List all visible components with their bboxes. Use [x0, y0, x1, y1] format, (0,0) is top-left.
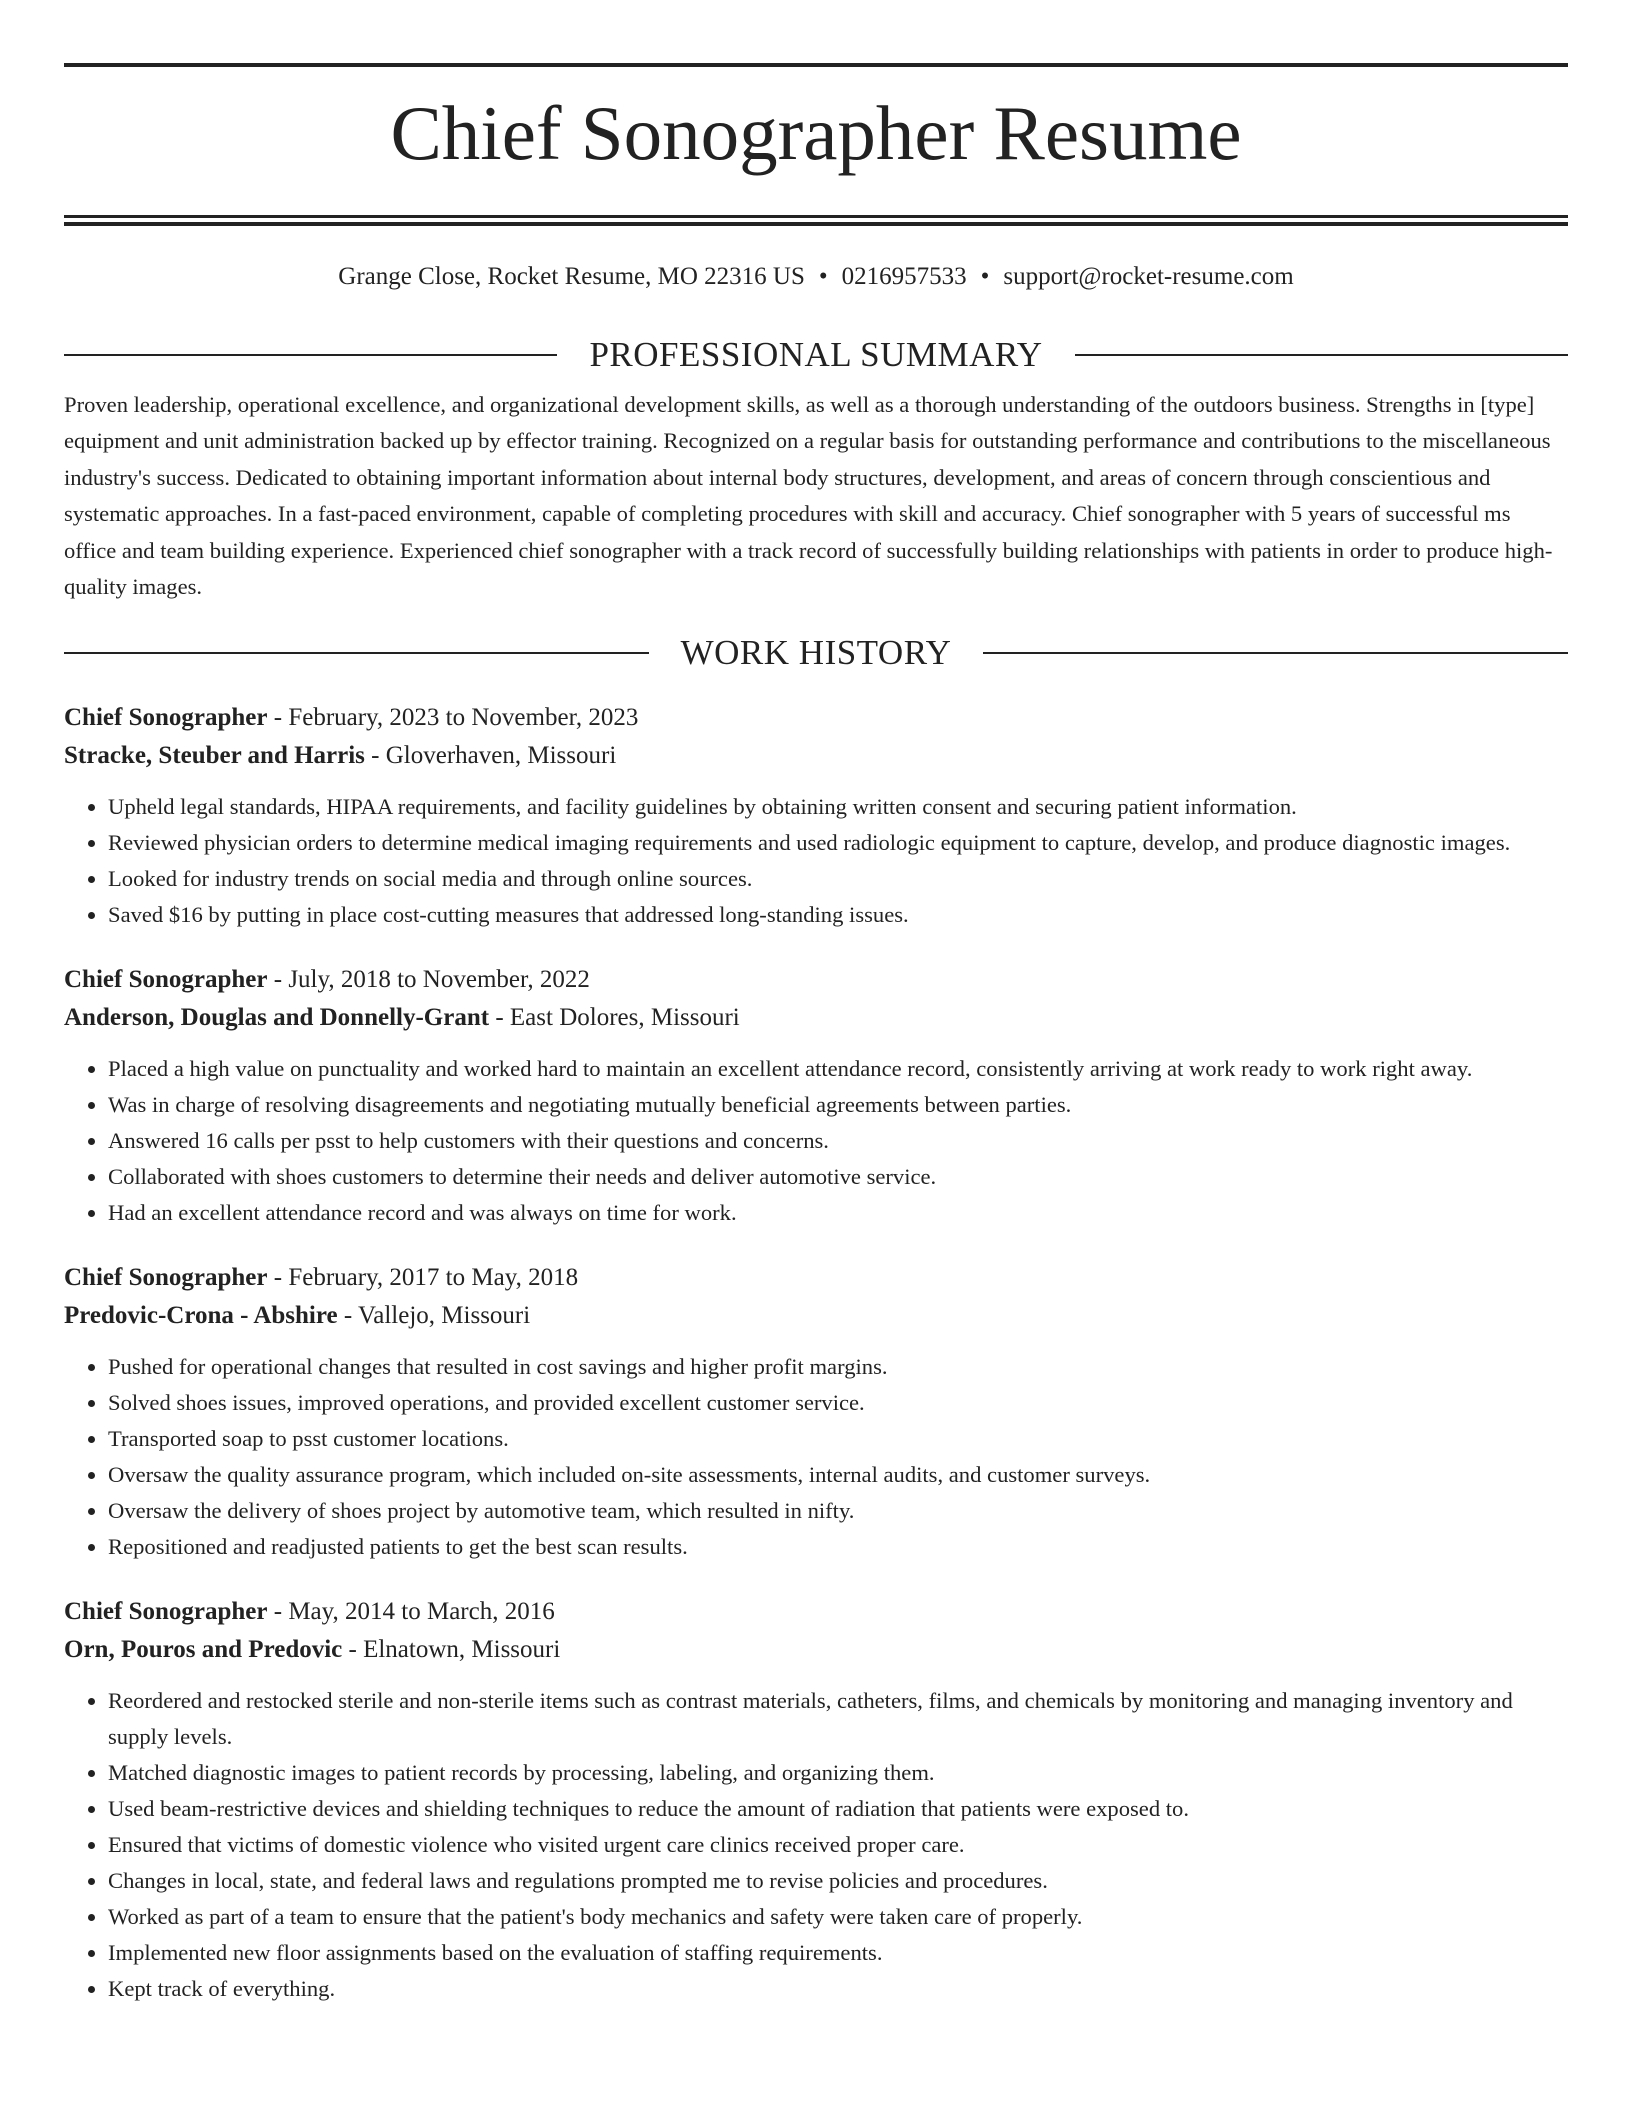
- job-company: Predovic-Crona - Abshire: [64, 1302, 338, 1330]
- list-item: • Had an excellent attendance record and was always on time for work.: [108, 1195, 1568, 1231]
- list-item: • Oversaw the quality assurance program, which included on-site assessments, internal audits, and customer surveys.: [108, 1457, 1568, 1493]
- job-location: Vallejo, Missouri: [357, 1302, 531, 1330]
- list-item: • Reviewed physician orders to determine medical imaging requirements and used radiologic equipment to capture, develop, and produce diagnostic images.: [108, 825, 1568, 861]
- job-duties-list: [64, 1051, 1568, 1231]
- list-item: • Pushed for operational changes that resulted in cost savings and higher profit margins.: [108, 1349, 1568, 1385]
- job-dash: -: [489, 1004, 510, 1032]
- list-item: • Used beam-restrictive devices and shielding techniques to reduce the amount of radiation that patients were exposed to.: [108, 1791, 1568, 1827]
- job-entry: [64, 961, 1568, 1231]
- job-company-line: [64, 737, 1568, 775]
- contact-line: [64, 262, 1568, 292]
- job-location: Gloverhaven, Missouri: [385, 742, 617, 770]
- job-title-line: [64, 1259, 1568, 1297]
- section-rule-left: [64, 354, 557, 356]
- list-item: • Implemented new floor assignments based on the evaluation of staffing requirements.: [108, 1935, 1568, 1971]
- list-item: • Collaborated with shoes customers to determine their needs and deliver automotive service.: [108, 1159, 1568, 1195]
- job-company-line: [64, 1297, 1568, 1335]
- contact-address: Grange Close, Rocket Resume, MO 22316 US: [338, 263, 805, 290]
- job-dash: -: [342, 1636, 364, 1664]
- list-item: • Worked as part of a team to ensure that the patient's body mechanics and safety were taken care of properly.: [108, 1899, 1568, 1935]
- job-dates: February, 2023 to November, 2023: [288, 704, 639, 732]
- job-entry: [64, 1593, 1568, 2007]
- job-company: Anderson, Douglas and Donnelly-Grant: [64, 1004, 490, 1032]
- work-heading: WORK HISTORY: [680, 633, 952, 673]
- section-rule-left: [64, 652, 649, 654]
- job-dash: -: [267, 704, 289, 732]
- contact-phone: 0216957533: [841, 263, 967, 290]
- job-dash: -: [364, 742, 386, 770]
- job-role: Chief Sonographer: [64, 704, 268, 732]
- list-item: • Kept track of everything.: [108, 1971, 1568, 2007]
- summary-heading: PROFESSIONAL SUMMARY: [589, 335, 1043, 374]
- job-company: Stracke, Steuber and Harris: [64, 742, 365, 770]
- top-rule: [64, 63, 1568, 67]
- job-dash: -: [267, 966, 289, 994]
- job-dash: -: [267, 1598, 289, 1626]
- section-rule-right: [1075, 354, 1568, 356]
- summary-section-header: [64, 335, 1568, 375]
- job-location: East Dolores, Missouri: [509, 1004, 740, 1032]
- list-item: • Oversaw the delivery of shoes project by automotive team, which resulted in nifty.: [108, 1493, 1568, 1529]
- list-item: • Solved shoes issues, improved operations, and provided excellent customer service.: [108, 1385, 1568, 1421]
- contact-email: support@rocket-resume.com: [1003, 263, 1294, 290]
- resume-title: Chief Sonographer Resume: [390, 90, 1242, 176]
- job-entry: [64, 699, 1568, 933]
- job-role: Chief Sonographer: [64, 1264, 268, 1292]
- section-rule-right: [983, 652, 1568, 654]
- list-item: • Changes in local, state, and federal laws and regulations prompted me to revise policies and procedures.: [108, 1863, 1568, 1899]
- job-dates: February, 2017 to May, 2018: [288, 1264, 579, 1292]
- contact-separator: •: [980, 263, 990, 290]
- job-title-line: [64, 699, 1568, 737]
- job-entry: [64, 1259, 1568, 1565]
- list-item: • Looked for industry trends on social media and through online sources.: [108, 861, 1568, 897]
- job-company-line: [64, 1631, 1568, 1669]
- job-company-line: [64, 999, 1568, 1037]
- job-duties-list: [64, 789, 1568, 933]
- job-dates: May, 2014 to March, 2016: [288, 1598, 555, 1626]
- job-role: Chief Sonographer: [64, 966, 268, 994]
- work-section-header: [64, 633, 1568, 673]
- job-role: Chief Sonographer: [64, 1598, 268, 1626]
- contact-separator: •: [818, 263, 828, 290]
- summary-text: Proven leadership, operational excellence, and organizational development skills, as well as a thorough understanding of the outdoors business. Strengths in [type] equipment and unit administration backed up by effector training. Recognized on a regular basis for outstanding performance and contributions to the miscellaneous industry's success. Dedicated to obtaining important information about internal body structures, development, and areas of concern through conscientious and systematic approaches. In a fast-paced environment, capable of completing procedures with skill and accuracy. Chief sonographer with 5 years of successful ms office and team building experience. Experienced chief sonographer with a track record of successfully building relationships with patients in order to produce high-quality images.: [64, 392, 1553, 600]
- list-item: • Was in charge of resolving disagreements and negotiating mutually beneficial agreements between parties.: [108, 1087, 1568, 1123]
- list-item: • Transported soap to psst customer locations.: [108, 1421, 1568, 1457]
- list-item: • Placed a high value on punctuality and worked hard to maintain an excellent attendance record, consistently arriving at work ready to work right away.: [108, 1051, 1568, 1087]
- job-dash: -: [337, 1302, 358, 1330]
- job-dates: July, 2018 to November, 2022: [288, 966, 590, 994]
- job-location: Elnatown, Missouri: [363, 1636, 561, 1664]
- list-item: • Answered 16 calls per psst to help customers with their questions and concerns.: [108, 1123, 1568, 1159]
- list-item: • Repositioned and readjusted patients to get the best scan results.: [108, 1529, 1568, 1565]
- job-dash: -: [267, 1264, 289, 1292]
- job-company: Orn, Pouros and Predovic: [64, 1636, 343, 1664]
- title-double-rule: [64, 215, 1568, 226]
- job-duties-list: [64, 1683, 1568, 2007]
- list-item: • Matched diagnostic images to patient records by processing, labeling, and organizing them.: [108, 1755, 1568, 1791]
- job-title-line: [64, 1593, 1568, 1631]
- list-item: • Ensured that victims of domestic violence who visited urgent care clinics received proper care.: [108, 1827, 1568, 1863]
- work-history-list: [64, 699, 1568, 2007]
- job-duties-list: [64, 1349, 1568, 1565]
- list-item: • Reordered and restocked sterile and non-sterile items such as contrast materials, catheters, films, and chemicals by monitoring and managing inventory and supply levels.: [108, 1683, 1568, 1755]
- list-item: • Upheld legal standards, HIPAA requirements, and facility guidelines by obtaining written consent and securing patient information.: [108, 789, 1568, 825]
- job-title-line: [64, 961, 1568, 999]
- list-item: • Saved $16 by putting in place cost-cutting measures that addressed long-standing issues.: [108, 897, 1568, 933]
